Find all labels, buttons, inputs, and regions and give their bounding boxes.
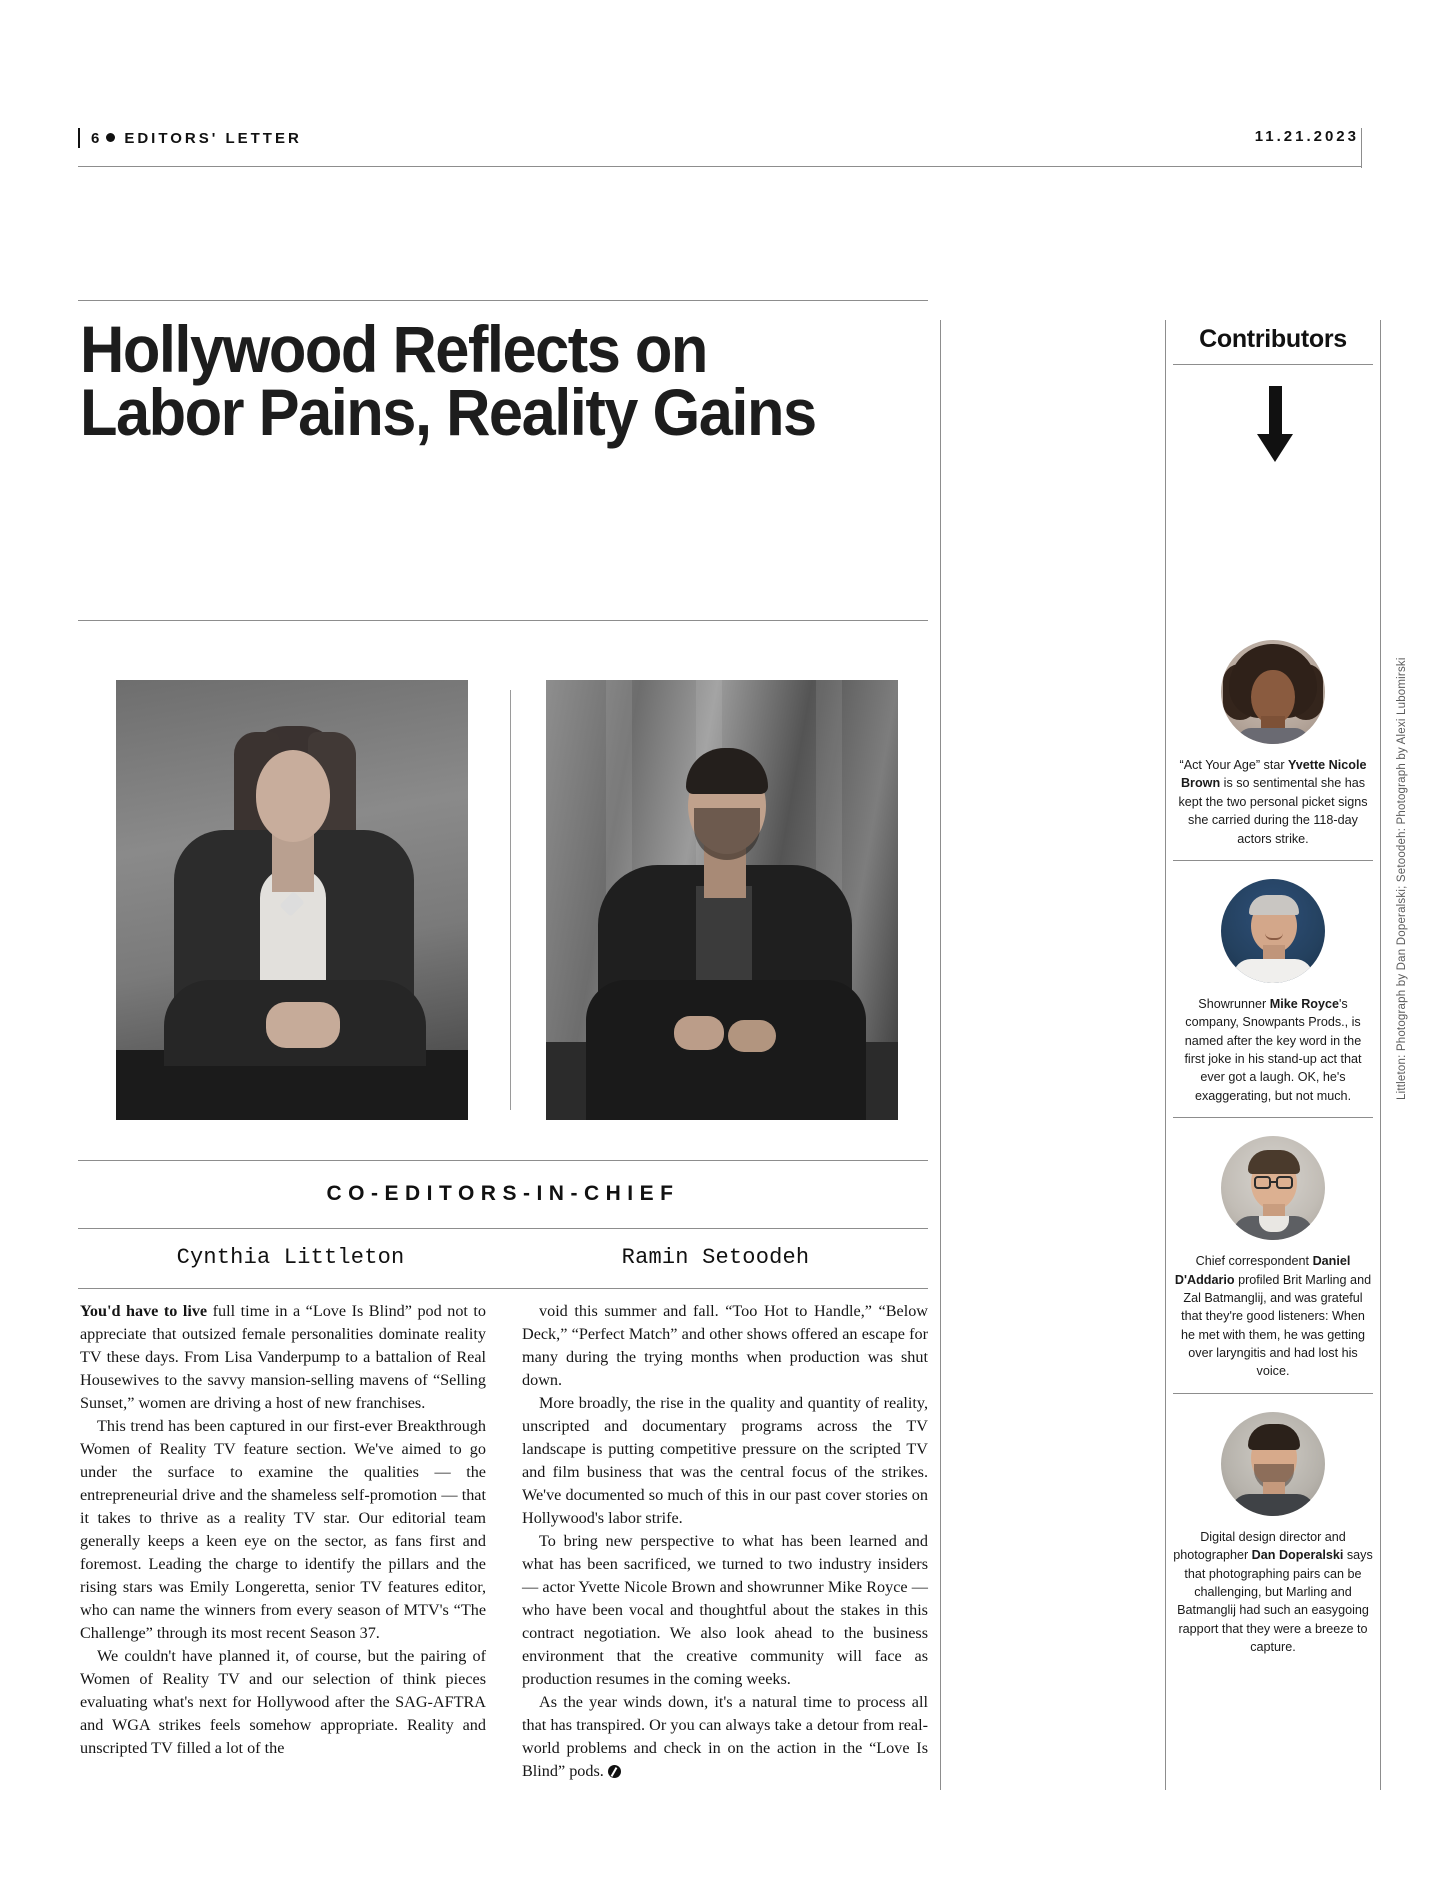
contributor-bio: “Act Your Age” star Yvette Nicole Brown is so sentimental she has kept the two personal picket signs she carried during the 118-day actors strike.	[1178, 758, 1368, 846]
portrait-photo-block	[80, 680, 930, 1120]
contributor-bio: Chief correspondent Daniel D'Addario profiled Brit Marling and Zal Batmanglij, and was grateful that they're good listeners: When he met with them, he was getting over laryngitis and had lost his voice.	[1174, 1254, 1372, 1379]
headline-rule-top	[78, 300, 928, 301]
contributors-list	[1173, 640, 1373, 1668]
portrait-hand-left	[674, 1016, 724, 1050]
editor-name-littleton: Cynthia Littleton	[176, 1245, 405, 1270]
contributor-separator	[1173, 860, 1373, 861]
article-paragraph: To bring new perspective to what has been learned and what has been sacrificed, we turned to two industry insiders — actor Yvette Nicole Brown and showrunner Mike Royce — who have been vocal and thoughtful about the stakes in this contract negotiation. We also look ahead to the business environment that the creative community will face as production resumes in the coming weeks.	[522, 1532, 928, 1688]
arrow-head	[1257, 434, 1293, 462]
contributor-name: Yvette Nicole Brown	[1180, 758, 1367, 791]
vertical-rule-outer	[1380, 320, 1381, 1790]
arrow-down-icon	[1257, 386, 1293, 462]
co-editors-in-chief-label: CO-EDITORS-IN-CHIEF	[326, 1182, 680, 1205]
portrait-head	[256, 750, 330, 842]
byline-rule-top	[78, 1160, 928, 1161]
portrait-hands	[266, 1002, 340, 1048]
editor-name-setoodeh: Ramin Setoodeh	[621, 1245, 810, 1270]
contributor-name: Dan Doperalski	[1251, 1548, 1344, 1563]
contributor-bio: Digital design director and photographer Dan Doperalski says that photographing pairs can be challenging, but Marling and Batmanglij had such an easygoing rapport that they were a breeze to capture.	[1173, 1529, 1373, 1654]
contributor-item	[1173, 1136, 1373, 1393]
section-label: EDITORS' LETTER	[124, 129, 302, 147]
portrait-arms	[586, 980, 866, 1120]
folio-left	[78, 128, 302, 148]
article-paragraph: This trend has been captured in our first-ever Breakthrough Women of Reality TV feature section. We've aimed to go under the surface to examine the qualities — the entrepreneurial drive and the shameless self-promotion — that it takes to thrive as a reality TV star. Our editorial team generally keeps a keen eye on the sector, as fans first and foremost. Leading the charge to identify the pillars and the rising stars was Emily Longeretta, senior TV features editor, who can name the winners from every season of MTV's “The Challenge” through its most recent Season 37.	[80, 1417, 486, 1642]
issue-date: 11.21.2023	[1254, 128, 1359, 145]
contributor-item	[1173, 879, 1373, 1117]
article-column-1	[80, 1300, 486, 1790]
vertical-rule-main	[940, 320, 941, 1790]
headline-line-2: Labor Pains, Reality Gains	[80, 375, 816, 450]
contributor-separator	[1173, 1117, 1373, 1118]
avatar-glasses-right	[1276, 1176, 1293, 1189]
article-body	[80, 1300, 928, 1790]
contributor-separator	[1173, 1393, 1373, 1394]
avatar-clothing	[1233, 959, 1313, 983]
article-paragraph: void this summer and fall. “Too Hot to Handle,” “Below Deck,” “Perfect Match” and other shows offered an escape for many during the trying months when production was shut down.	[522, 1302, 928, 1389]
headline-line-1: Hollywood Reflects on	[80, 312, 707, 386]
article-paragraph: We couldn't have planned it, of course, but the pairing of Women of Reality TV and our selection of think pieces evaluating what's next for Hollywood after the SAG-AFTRA and WGA strikes feels somehow appropriate. Reality and unscripted TV filled a lot of the	[80, 1647, 486, 1757]
avatar-hair	[1248, 1150, 1300, 1174]
avatar-mike-royce	[1221, 879, 1325, 983]
avatar-dan-doperalski	[1221, 1412, 1325, 1516]
byline-rule-bottom	[78, 1288, 928, 1289]
article-paragraph: You'd have to live full time in a “Love Is Blind” pod not to appreciate that outsized female personalities dominate reality TV these days. From Lisa Vanderpump to a battalion of Real Housewives to the savvy mansion-selling mavens of “Selling Sunset,” women are driving a host of new franchises.	[80, 1302, 486, 1412]
avatar-glasses-bridge	[1271, 1181, 1277, 1183]
masthead-rule-right-tick	[1361, 128, 1362, 168]
article-paragraph: As the year winds down, it's a natural time to process all that has transpired. Or you can always take a detour from real-world problems and check in on the action in the “Love Is Blind” pods.	[522, 1693, 928, 1780]
vertical-rule-sidebar	[1165, 320, 1166, 1790]
bullet-icon	[106, 133, 115, 142]
avatar-yvette-nicole-brown	[1221, 640, 1325, 744]
end-mark-icon	[608, 1765, 621, 1778]
masthead	[78, 128, 1361, 166]
page-number: 6	[91, 129, 103, 147]
article-lead-in: You'd have to live	[80, 1302, 208, 1320]
portrait-ramin-setoodeh	[546, 680, 898, 1120]
arrow-shaft	[1269, 386, 1282, 440]
page-title	[80, 312, 880, 450]
folio-divider-rule	[78, 128, 80, 148]
avatar-clothing	[1237, 728, 1309, 744]
photo-credit: Littleton: Photograph by Dan Doperalski; Setoodeh: Photograph by Alexi Lubomirski	[1396, 657, 1408, 1100]
headline-rule-bottom	[78, 620, 928, 621]
contributors-heading-rule	[1173, 364, 1373, 365]
contributor-item	[1173, 1412, 1373, 1669]
avatar-daniel-daddario	[1221, 1136, 1325, 1240]
contributor-bio: Showrunner Mike Royce's company, Snowpants Prods., is named after the key word in the first joke in his stand-up act that ever got a laugh. OK, he's exaggerating, but not much.	[1184, 996, 1362, 1103]
contributor-name: Mike Royce	[1269, 996, 1339, 1011]
avatar-glasses-left	[1254, 1176, 1271, 1189]
portrait-hand-right	[728, 1020, 776, 1052]
byline-rule-middle	[78, 1228, 928, 1229]
contributors-heading: Contributors	[1199, 325, 1347, 353]
editor-names	[78, 1245, 928, 1293]
avatar-hair	[1249, 895, 1299, 915]
article-column-2	[522, 1300, 928, 1790]
photo-divider-rule	[510, 690, 511, 1110]
contributor-item	[1173, 640, 1373, 860]
masthead-rule	[78, 166, 1361, 167]
contributor-name: Daniel D'Addario	[1174, 1254, 1351, 1287]
portrait-cynthia-littleton	[116, 680, 468, 1120]
article-paragraph: More broadly, the rise in the quality and quantity of reality, unscripted and documentary programs across the TV landscape is putting competitive pressure on the scripted TV and film business that was the central focus of the strikes. We've documented so much of this in our past cover stories on Hollywood's labor strife.	[522, 1394, 928, 1527]
avatar-clothing	[1231, 1494, 1315, 1516]
